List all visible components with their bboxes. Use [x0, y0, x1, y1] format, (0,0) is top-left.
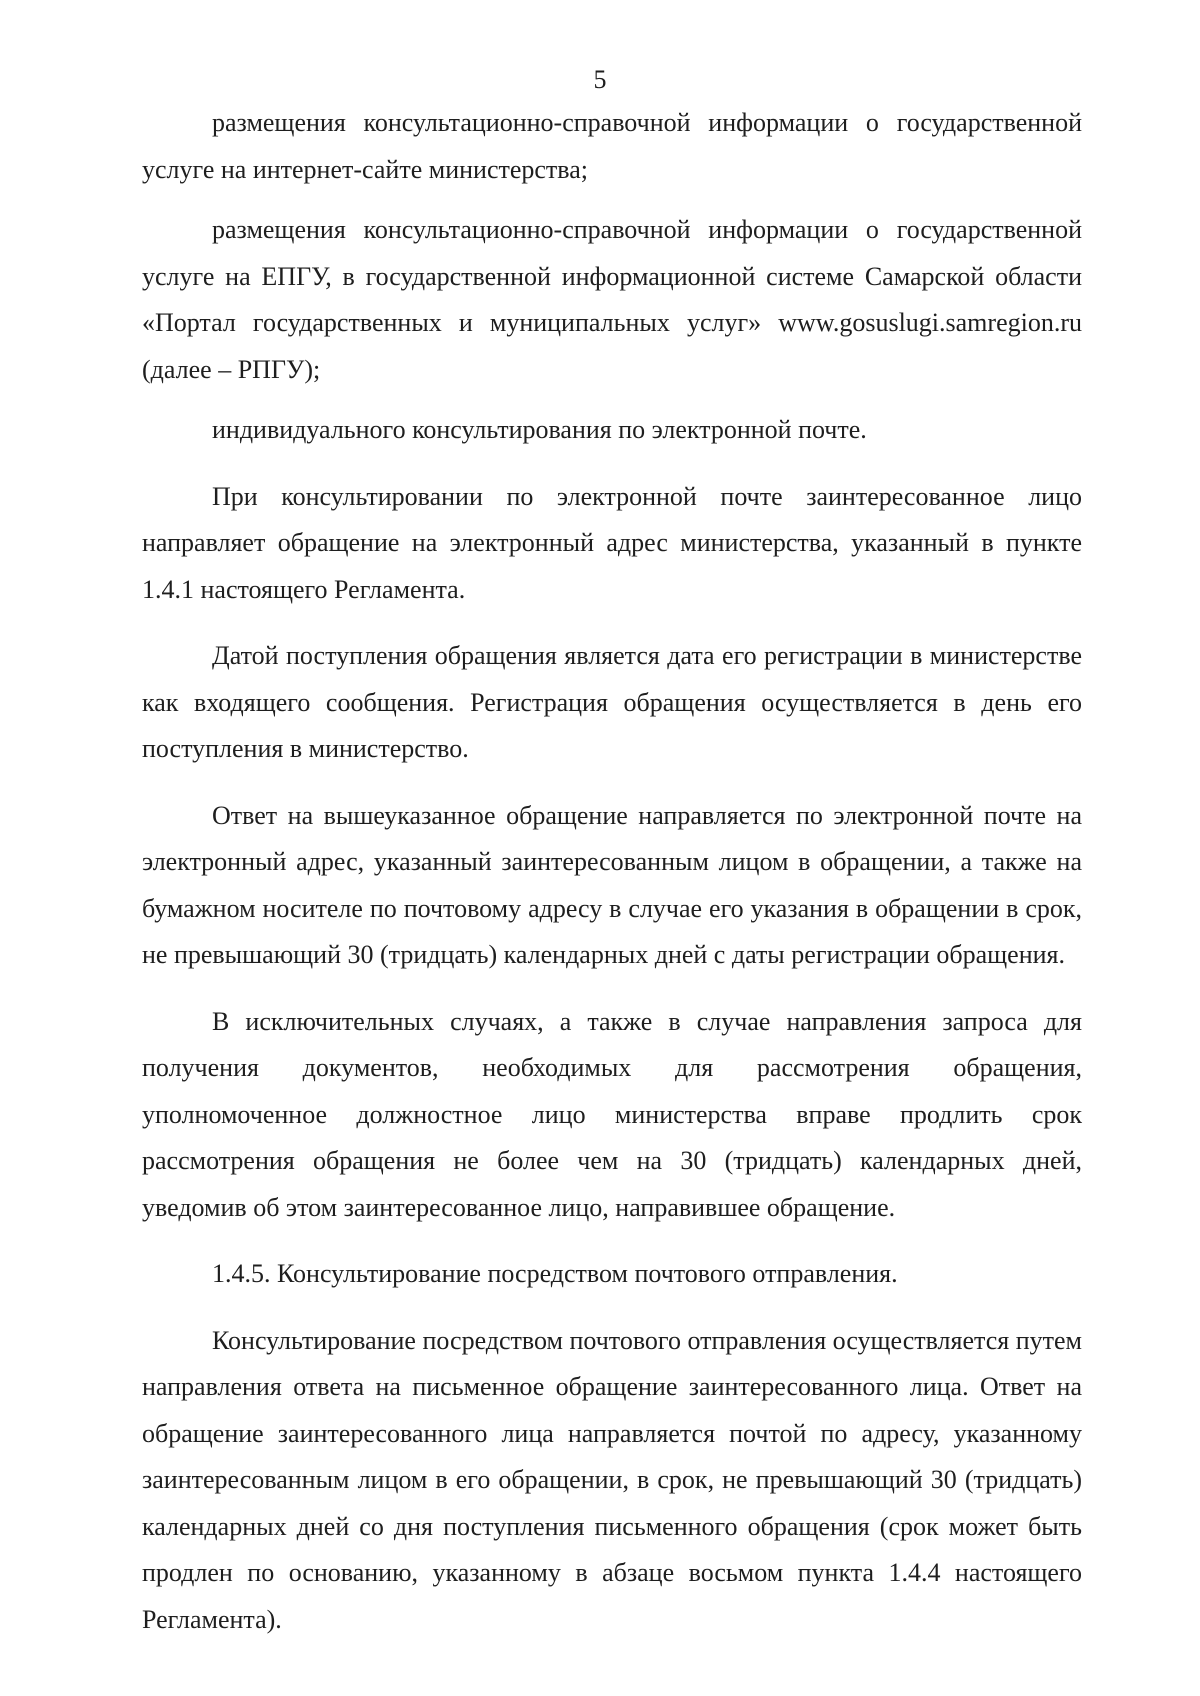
document-body [142, 100, 1082, 1663]
paragraph: Ответ на вышеуказанное обращение направляется по электронной почте на электронный адрес, указанный заинтересованным лицом в обращении, а также на бумажном носителе по почтовому адресу в случае его указания в обращении в срок, не превышающий 30 (тридцать) календарных дней с даты регистрации обращения. [142, 800, 1082, 969]
paragraph: Датой поступления обращения является дата его регистрации в министерстве как входящего сообщения. Регистрация обращения осуществляется в день его поступления в министерство. [142, 641, 1082, 763]
paragraph: В исключительных случаях, а также в случае направления запроса для получения документов, необходимых для рассмотрения обращения, уполномоченное должностное лицо министерства вправе продлить срок рассмотрения обращения не более чем на 30 (тридцать) календарных дней, уведомив об этом заинтересованное лицо, направившее обращение. [142, 1006, 1082, 1222]
paragraph: Консультирование посредством почтового отправления осуществляется путем направления ответа на письменное обращение заинтересованного лица. Ответ на обращение заинтересованного лица направляется почтой по адресу, указанному заинтересованным лицом в его обращении, в срок, не превышающий 30 (тридцать) календарных дней со дня поступления письменного обращения (срок может быть продлен по основанию, указанному в абзаце восьмом пункта 1.4.4 настоящего Регламента). [142, 1325, 1082, 1634]
paragraph: размещения консультационно-справочной информации о государственной услуге на интернет-сайте министерства; [142, 108, 1082, 184]
section-heading-1-4-5: 1.4.5. Консультирование посредством почтового отправления. [212, 1259, 898, 1288]
paragraph: При консультировании по электронной почте заинтересованное лицо направляет обращение на электронный адрес министерства, указанный в пункте 1.4.1 настоящего Регламента. [142, 481, 1082, 604]
paragraph: индивидуального консультирования по электронной почте. [212, 415, 867, 444]
paragraph: размещения консультационно-справочной информации о государственной услуге на ЕПГУ, в государственной информационной системе Самарской области «Портал государственных и муниципальных услуг» www.gosuslugi.samregion.ru (далее – РПГУ); [142, 215, 1082, 384]
page-number: 5 [593, 65, 607, 94]
